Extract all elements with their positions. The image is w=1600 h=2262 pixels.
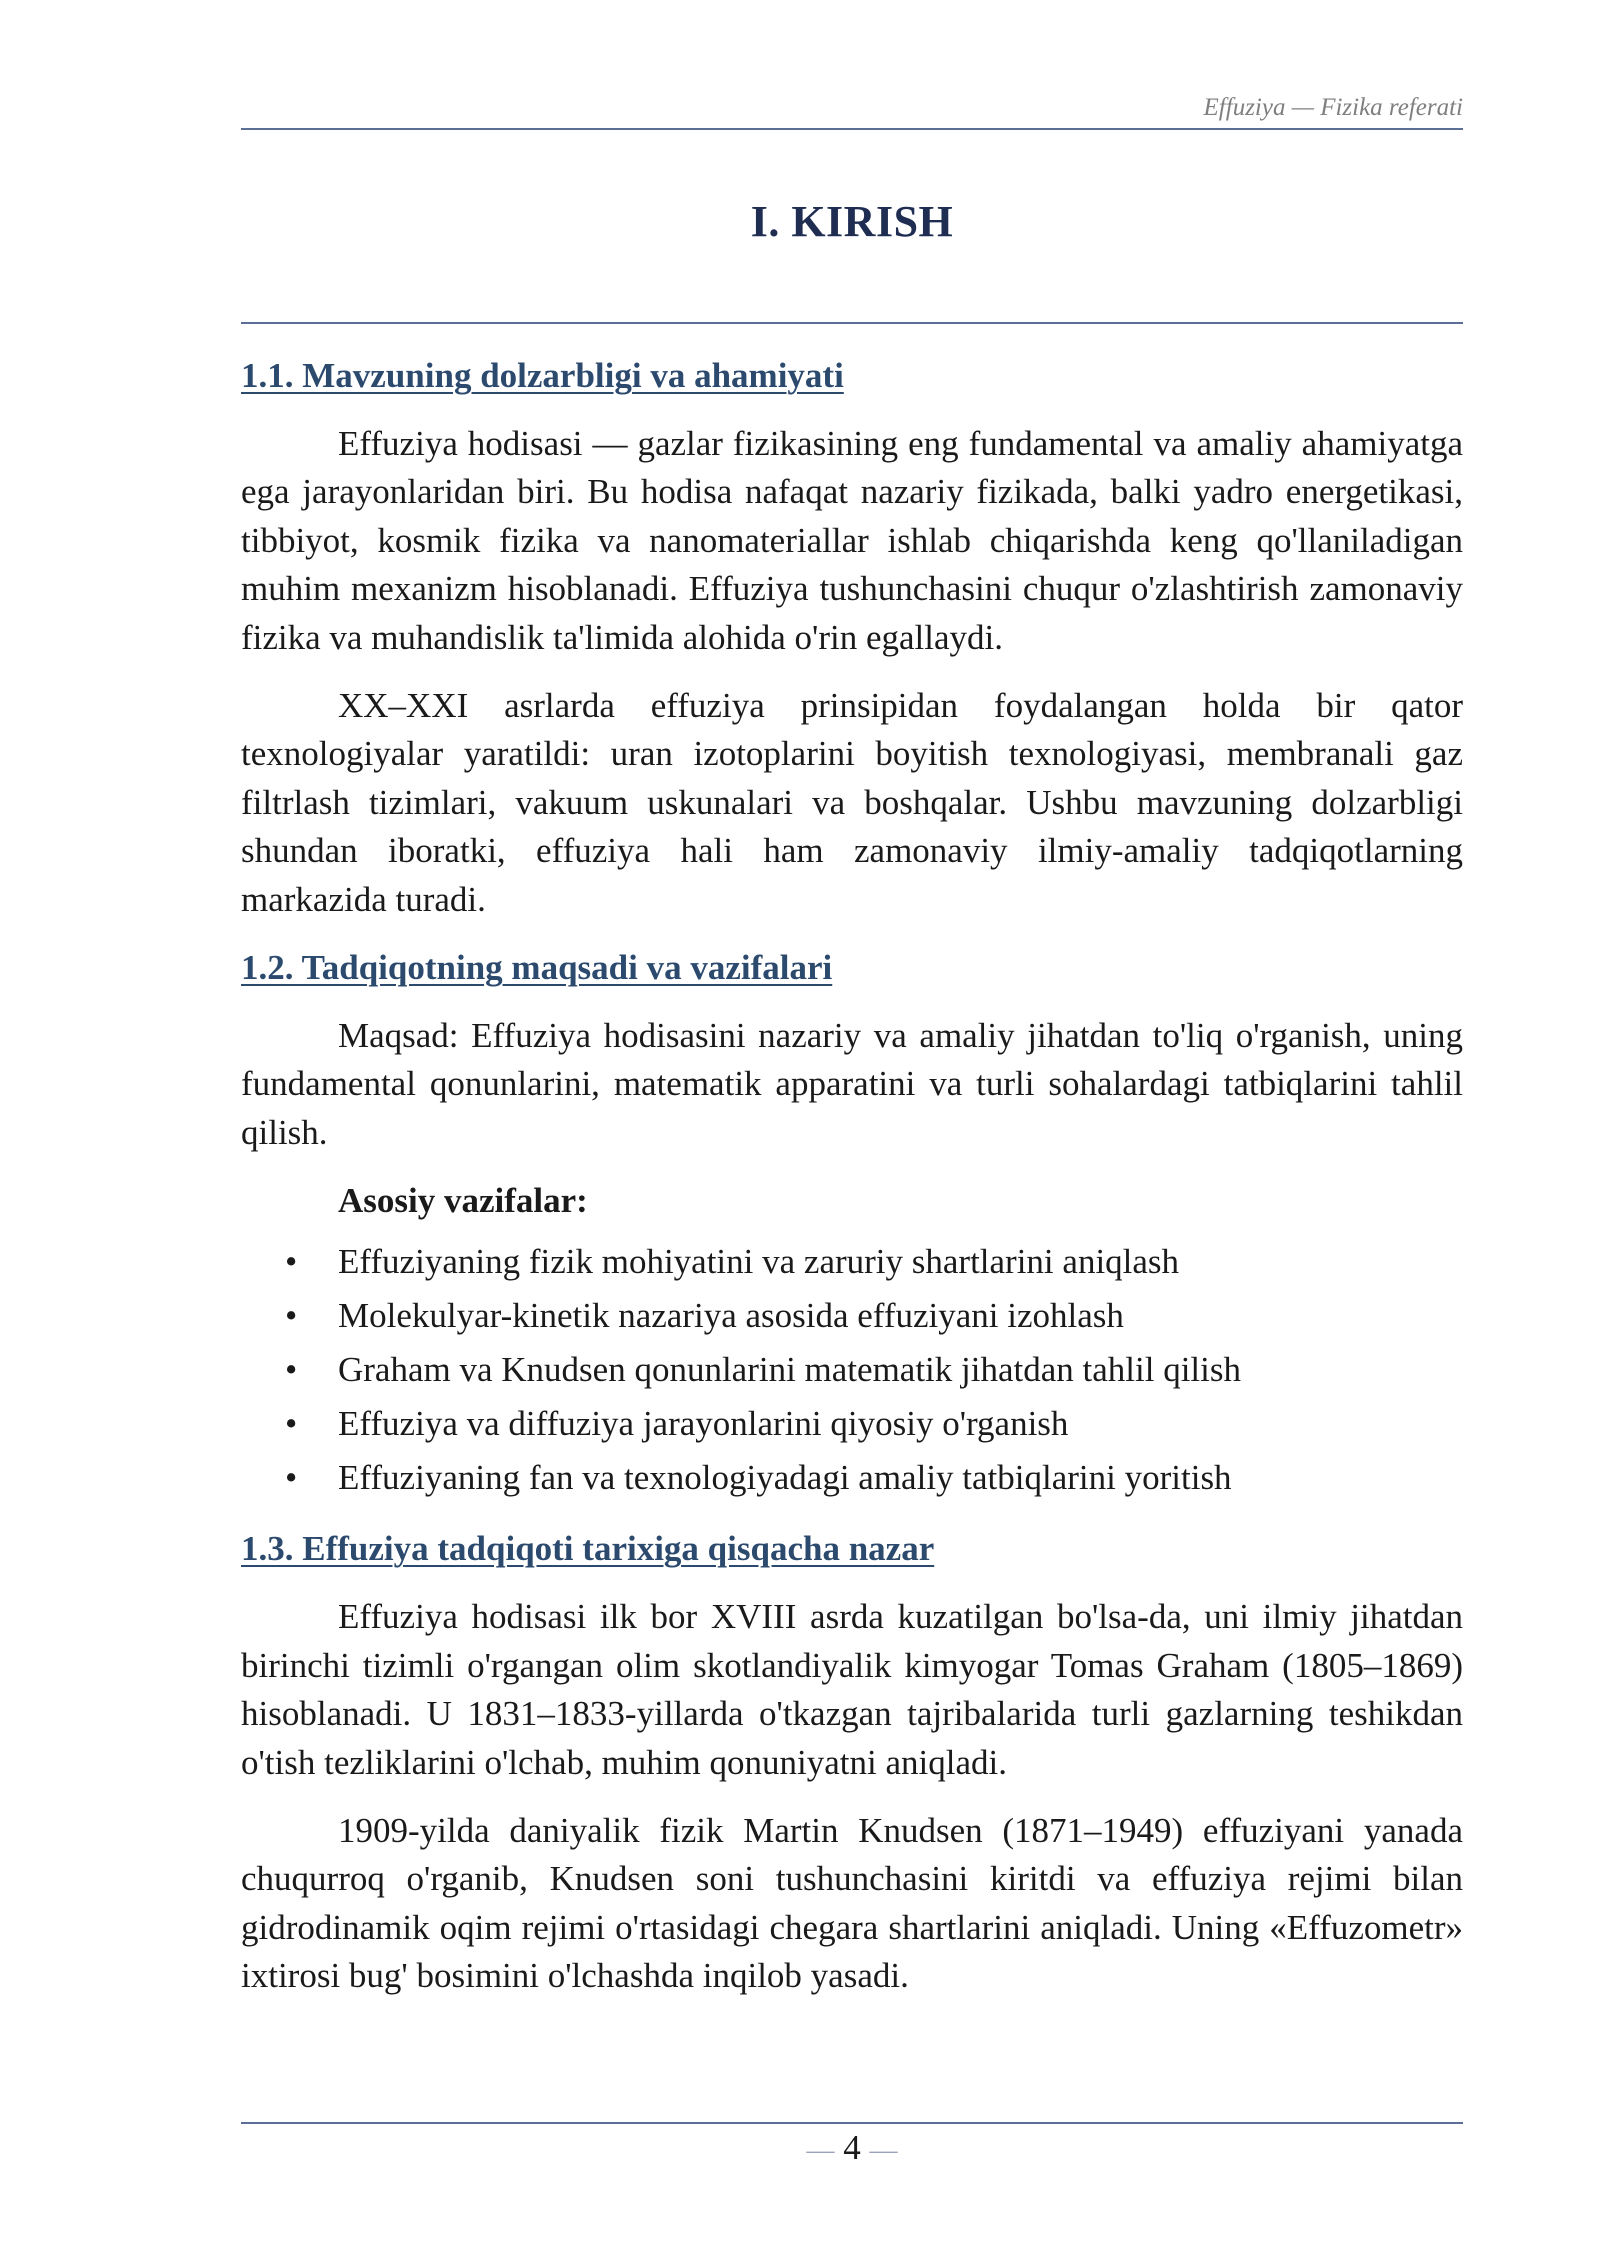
page-number xyxy=(241,2128,1463,2168)
bullet-icon: • xyxy=(285,1242,298,1282)
list-item-text: Effuziya va diffuziya jarayonlarini qiyosiy o'rganish xyxy=(338,1404,1069,1444)
paragraph: Effuziya hodisasi ilk bor XVIII asrda kuzatilgan bo'lsa-da, uni ilmiy jihatdan birinchi tizimli o'rgangan olim skotlandiyalik kimyogar Tomas Graham (1805–1869) hisoblanadi. U 1831–1833-yillarda o'tkazgan tajribalarida turli gazlarning teshikdan o'tish tezliklarini o'lchab, muhim qonuniyatni aniqladi. xyxy=(241,1597,1463,1782)
header-rule xyxy=(241,128,1463,130)
page-number-value: 4 xyxy=(843,2128,861,2167)
bullet-icon: • xyxy=(285,1458,298,1498)
page-number-dash-left: — xyxy=(806,2135,835,2166)
list-item-text: Graham va Knudsen qonunlarini matematik jihatdan tahlil qilish xyxy=(338,1350,1241,1390)
list-item xyxy=(241,1289,1463,1343)
list-item xyxy=(241,1397,1463,1451)
section-heading-1-1: 1.1. Mavzuning dolzarbligi va ahamiyati xyxy=(241,356,844,395)
footer-rule xyxy=(241,2122,1463,2124)
bullet-icon: • xyxy=(285,1404,298,1444)
list-item-text: Effuziyaning fan va texnologiyadagi amaliy tatbiqlarini yoritish xyxy=(338,1458,1232,1498)
page-number-dash-right: — xyxy=(869,2135,898,2166)
list-item-text: Effuziyaning fizik mohiyatini va zaruriy shartlarini aniqlash xyxy=(338,1242,1180,1282)
paragraph: Maqsad: Effuziya hodisasini nazariy va amaliy jihatdan to'liq o'rganish, uning fundamental qonunlarini, matematik apparatini va turli sohalardagi tatbiqlarini tahlil qilish. xyxy=(241,1016,1463,1152)
list-item xyxy=(241,1235,1463,1289)
paragraph: 1909-yilda daniyalik fizik Martin Knudsen (1871–1949) effuziyani yanada chuqurroq o'rganib, Knudsen soni tushunchasini kiritdi va effuziya rejimi bilan gidrodinamik oqim rejimi o'rtasidagi chegara shartlarini aniqladi. Uning «Effuzometr» ixtirosi bug' bosimini o'lchashda inqilob yasadi. xyxy=(241,1810,1463,1996)
tasks-list xyxy=(241,1235,1463,1505)
chapter-rule xyxy=(241,322,1463,324)
bullet-icon: • xyxy=(285,1296,298,1336)
bullet-icon: • xyxy=(285,1350,298,1390)
running-header: Effuziya — Fizika referati xyxy=(1203,94,1463,121)
list-item xyxy=(241,1451,1463,1505)
paragraph: Effuziya hodisasi — gazlar fizikasining eng fundamental va amaliy ahamiyatga ega jarayonlaridan biri. Bu hodisa nafaqat nazariy fizikada, balki yadro energetikasi, tibbiyot, kosmik fizika va nanomateriallar ishlab chiqarishda keng qo'llaniladigan muhim mexanizm hisoblanadi. Effuziya tushunchasini chuqur o'zlashtirish zamonaviy fizika va muhandislik ta'limida alohida o'rin egallaydi. xyxy=(241,424,1463,657)
chapter-title: I. KIRISH xyxy=(750,197,954,246)
list-item xyxy=(241,1343,1463,1397)
page-body xyxy=(241,352,1463,2001)
tasks-title: Asosiy vazifalar: xyxy=(338,1181,588,1221)
section-heading-1-3: 1.3. Effuziya tadqiqoti tarixiga qisqacha nazar xyxy=(241,1529,935,1569)
section-heading-1-2: 1.2. Tadqiqotning maqsadi va vazifalari xyxy=(241,948,833,988)
list-item-text: Molekulyar-kinetik nazariya asosida effuziyani izohlash xyxy=(338,1296,1124,1336)
paragraph: XX–XXI asrlarda effuziya prinsipidan foydalangan holda bir qator texnologiyalar yaratildi: uran izotoplarini boyitish texnologiyasi, membranali gaz filtrlash tizimlari, vakuum uskunalari va boshqalar. Ushbu mavzuning dolzarbligi shundan iboratki, effuziya hali ham zamonaviy ilmiy-amaliy tadqiqotlarning markazida turadi. xyxy=(241,686,1463,919)
